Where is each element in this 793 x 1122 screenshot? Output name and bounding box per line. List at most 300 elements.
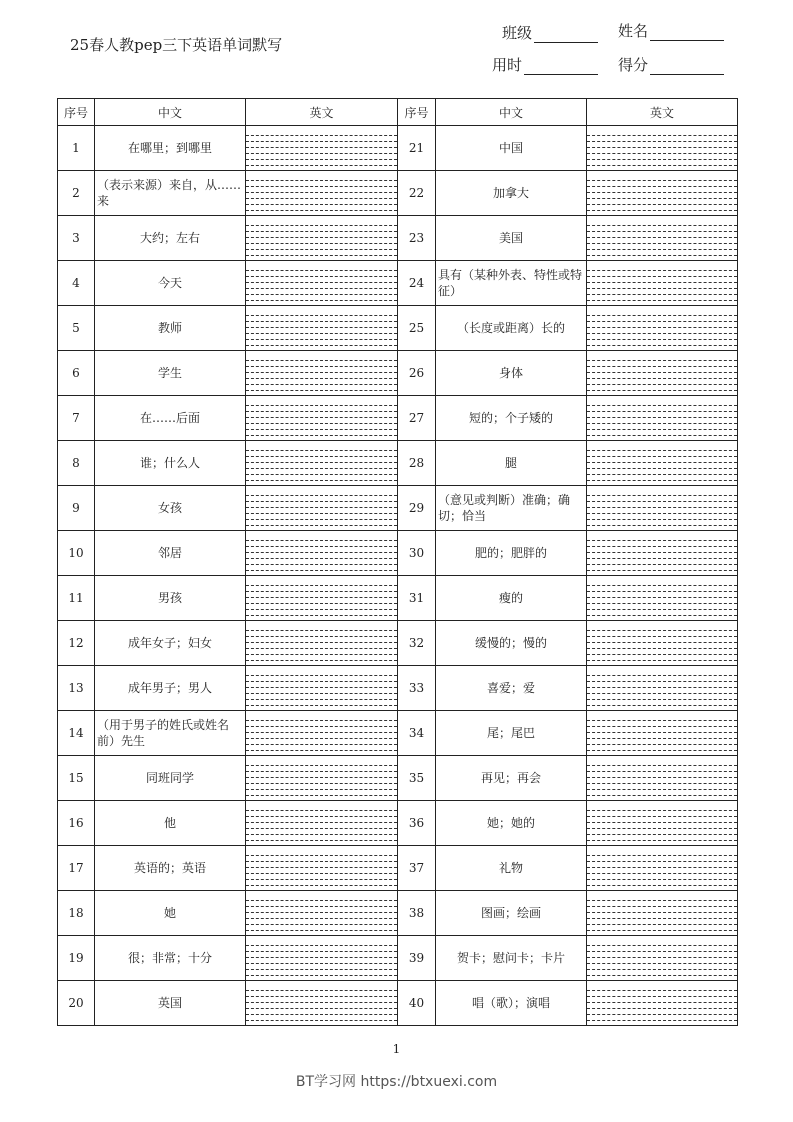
writing-guide-line — [246, 243, 397, 244]
table-row — [58, 486, 738, 531]
writing-guide-line — [587, 558, 737, 559]
writing-guide-line — [587, 210, 737, 211]
table-row — [58, 981, 738, 1026]
writing-guide-line — [587, 951, 737, 952]
writing-guide-line — [246, 372, 397, 373]
english-answer-left[interactable] — [246, 351, 398, 396]
row-number-right: 25 — [398, 306, 436, 351]
writing-guide-line — [246, 204, 397, 205]
writing-guide-line — [587, 861, 737, 862]
english-answer-left[interactable] — [246, 171, 398, 216]
writing-guide-line — [246, 321, 397, 322]
writing-guide-line — [587, 204, 737, 205]
writing-guide-line — [246, 591, 397, 592]
writing-guide-line — [246, 816, 397, 817]
writing-guide-line — [246, 675, 397, 676]
writing-guide-line — [587, 411, 737, 412]
table-row — [58, 846, 738, 891]
writing-guide-line — [587, 957, 737, 958]
writing-guide-line — [246, 495, 397, 496]
writing-guide-line — [587, 636, 737, 637]
writing-guide-line — [587, 423, 737, 424]
english-answer-left[interactable] — [246, 396, 398, 441]
writing-guide-line — [246, 609, 397, 610]
writing-guide-line — [587, 687, 737, 688]
writing-guide-line — [587, 237, 737, 238]
writing-guide-line — [587, 1008, 737, 1009]
writing-guide-line — [587, 765, 737, 766]
writing-guide-line — [587, 339, 737, 340]
writing-guide-line — [246, 951, 397, 952]
writing-guide-line — [246, 918, 397, 919]
writing-guide-line — [246, 405, 397, 406]
table-row — [58, 171, 738, 216]
row-number-right: 40 — [398, 981, 436, 1026]
english-answer-left[interactable] — [246, 531, 398, 576]
writing-guide-line — [246, 570, 397, 571]
writing-guide-line — [246, 333, 397, 334]
writing-guide-line — [587, 564, 737, 565]
writing-guide-line — [587, 147, 737, 148]
footer-watermark: BT学习网 https://btxuexi.com — [295, 1074, 498, 1090]
writing-guide-line — [587, 744, 737, 745]
writing-guide-line — [587, 435, 737, 436]
writing-guide-line — [246, 783, 397, 784]
time-blank[interactable] — [524, 73, 598, 75]
row-number-left: 14 — [58, 711, 95, 756]
table-row — [58, 666, 738, 711]
row-number-left: 15 — [58, 756, 95, 801]
chinese-meaning-left: 在……后面 — [95, 396, 246, 441]
writing-guide-line — [246, 867, 397, 868]
row-number-left: 20 — [58, 981, 95, 1026]
table-row — [58, 891, 738, 936]
row-number-left: 9 — [58, 486, 95, 531]
writing-guide-line — [587, 300, 737, 301]
writing-guide-line — [587, 360, 737, 361]
writing-guide-line — [246, 726, 397, 727]
writing-guide-line — [587, 945, 737, 946]
table-row — [58, 441, 738, 486]
chinese-meaning-left: 英国 — [95, 981, 246, 1026]
writing-guide-line — [587, 501, 737, 502]
writing-guide-line — [246, 603, 397, 604]
writing-guide-line — [587, 873, 737, 874]
writing-guide-line — [587, 288, 737, 289]
writing-guide-line — [587, 468, 737, 469]
writing-guide-line — [246, 153, 397, 154]
english-answer-right[interactable] — [587, 936, 738, 981]
writing-guide-line — [587, 840, 737, 841]
writing-guide-line — [246, 300, 397, 301]
row-number-left: 6 — [58, 351, 95, 396]
row-number-left: 17 — [58, 846, 95, 891]
english-answer-left[interactable] — [246, 216, 398, 261]
writing-guide-line — [246, 828, 397, 829]
table-row — [58, 621, 738, 666]
writing-guide-line — [246, 384, 397, 385]
writing-guide-line — [587, 615, 737, 616]
chinese-meaning-left: 男孩 — [95, 576, 246, 621]
row-number-right: 27 — [398, 396, 436, 441]
row-number-right: 30 — [398, 531, 436, 576]
writing-guide-line — [246, 975, 397, 976]
writing-guide-line — [246, 558, 397, 559]
writing-guide-line — [246, 564, 397, 565]
writing-guide-line — [587, 795, 737, 796]
writing-guide-line — [587, 693, 737, 694]
header-num-right: 序号 — [398, 99, 436, 126]
chinese-meaning-right: （长度或距离）长的 — [436, 306, 587, 351]
english-answer-left[interactable] — [246, 576, 398, 621]
worksheet-title: 25春人教pep三下英语单词默写 — [70, 36, 283, 54]
writing-guide-line — [246, 990, 397, 991]
writing-guide-line — [587, 552, 737, 553]
writing-guide-line — [246, 957, 397, 958]
row-number-left: 18 — [58, 891, 95, 936]
english-answer-left[interactable] — [246, 936, 398, 981]
writing-guide-line — [246, 186, 397, 187]
writing-guide-line — [587, 885, 737, 886]
header-cn-right: 中文 — [436, 99, 587, 126]
writing-guide-line — [587, 1002, 737, 1003]
writing-guide-line — [587, 642, 737, 643]
row-number-left: 4 — [58, 261, 95, 306]
writing-guide-line — [246, 345, 397, 346]
writing-guide-line — [587, 720, 737, 721]
writing-guide-line — [246, 777, 397, 778]
writing-guide-line — [246, 720, 397, 721]
table-row — [58, 531, 738, 576]
row-number-right: 35 — [398, 756, 436, 801]
english-answer-right[interactable] — [587, 711, 738, 756]
writing-guide-line — [587, 750, 737, 751]
writing-guide-line — [246, 597, 397, 598]
chinese-meaning-right: 再见；再会 — [436, 756, 587, 801]
writing-guide-line — [246, 924, 397, 925]
writing-guide-line — [246, 507, 397, 508]
writing-guide-line — [246, 360, 397, 361]
chinese-meaning-right: 身体 — [436, 351, 587, 396]
row-number-left: 12 — [58, 621, 95, 666]
english-answer-right[interactable] — [587, 306, 738, 351]
writing-guide-line — [587, 249, 737, 250]
writing-guide-line — [587, 609, 737, 610]
chinese-meaning-right: 缓慢的；慢的 — [436, 621, 587, 666]
writing-guide-line — [246, 249, 397, 250]
writing-guide-line — [587, 585, 737, 586]
writing-guide-line — [246, 339, 397, 340]
writing-guide-line — [587, 390, 737, 391]
english-answer-left[interactable] — [246, 486, 398, 531]
class-field — [502, 22, 598, 43]
chinese-meaning-left: 很；非常；十分 — [95, 936, 246, 981]
row-number-right: 24 — [398, 261, 436, 306]
english-answer-left[interactable] — [246, 126, 398, 171]
chinese-meaning-right: 加拿大 — [436, 171, 587, 216]
writing-guide-line — [246, 390, 397, 391]
chinese-meaning-left: （表示来源）来自，从……来 — [95, 171, 246, 216]
writing-guide-line — [587, 282, 737, 283]
name-label: 姓名 — [618, 22, 649, 40]
english-answer-left[interactable] — [246, 621, 398, 666]
writing-guide-line — [246, 462, 397, 463]
writing-guide-line — [246, 996, 397, 997]
writing-guide-line — [587, 159, 737, 160]
writing-guide-line — [246, 681, 397, 682]
writing-guide-line — [587, 327, 737, 328]
row-number-left: 5 — [58, 306, 95, 351]
english-answer-right[interactable] — [587, 261, 738, 306]
writing-guide-line — [587, 540, 737, 541]
time-label: 用时 — [492, 56, 523, 74]
row-number-right: 34 — [398, 711, 436, 756]
chinese-meaning-left: （用于男子的姓氏或姓名前）先生 — [95, 711, 246, 756]
writing-guide-line — [246, 435, 397, 436]
chinese-meaning-right: 尾；尾巴 — [436, 711, 587, 756]
writing-guide-line — [246, 276, 397, 277]
english-answer-left[interactable] — [246, 711, 398, 756]
table-row — [58, 936, 738, 981]
chinese-meaning-right: 喜爱；爱 — [436, 666, 587, 711]
writing-guide-line — [587, 255, 737, 256]
writing-guide-line — [246, 255, 397, 256]
time-field — [492, 54, 598, 75]
writing-guide-line — [587, 384, 737, 385]
writing-guide-line — [246, 378, 397, 379]
writing-guide-line — [587, 918, 737, 919]
writing-guide-line — [246, 456, 397, 457]
writing-guide-line — [587, 867, 737, 868]
writing-guide-line — [587, 276, 737, 277]
chinese-meaning-left: 邻居 — [95, 531, 246, 576]
english-answer-right[interactable] — [587, 846, 738, 891]
writing-guide-line — [246, 615, 397, 616]
chinese-meaning-right: 肥的；肥胖的 — [436, 531, 587, 576]
table-row — [58, 216, 738, 261]
writing-guide-line — [587, 738, 737, 739]
writing-guide-line — [587, 924, 737, 925]
row-number-left: 8 — [58, 441, 95, 486]
writing-guide-line — [246, 192, 397, 193]
writing-guide-line — [246, 147, 397, 148]
writing-guide-line — [246, 636, 397, 637]
writing-guide-line — [587, 822, 737, 823]
writing-guide-line — [246, 630, 397, 631]
writing-guide-line — [587, 660, 737, 661]
writing-guide-line — [246, 705, 397, 706]
writing-guide-line — [246, 501, 397, 502]
english-answer-right[interactable] — [587, 756, 738, 801]
english-answer-right[interactable] — [587, 981, 738, 1026]
writing-guide-line — [246, 270, 397, 271]
writing-guide-line — [246, 135, 397, 136]
writing-guide-line — [246, 198, 397, 199]
writing-guide-line — [587, 834, 737, 835]
row-number-left: 11 — [58, 576, 95, 621]
writing-guide-line — [246, 861, 397, 862]
writing-guide-line — [246, 945, 397, 946]
writing-guide-line — [246, 366, 397, 367]
writing-guide-line — [587, 990, 737, 991]
row-number-right: 31 — [398, 576, 436, 621]
writing-guide-line — [587, 243, 737, 244]
table-row — [58, 306, 738, 351]
vocabulary-table — [57, 98, 738, 1026]
writing-guide-line — [587, 519, 737, 520]
english-answer-right[interactable] — [587, 351, 738, 396]
writing-guide-line — [246, 912, 397, 913]
chinese-meaning-left: 今天 — [95, 261, 246, 306]
writing-guide-line — [246, 822, 397, 823]
chinese-meaning-right: 唱（歌）；演唱 — [436, 981, 587, 1026]
writing-guide-line — [587, 879, 737, 880]
writing-guide-line — [587, 507, 737, 508]
row-number-right: 36 — [398, 801, 436, 846]
writing-guide-line — [246, 1020, 397, 1021]
table-row — [58, 396, 738, 441]
english-answer-right[interactable] — [587, 891, 738, 936]
writing-guide-line — [246, 648, 397, 649]
writing-guide-line — [246, 795, 397, 796]
writing-guide-line — [587, 372, 737, 373]
english-answer-right[interactable] — [587, 216, 738, 261]
writing-guide-line — [587, 912, 737, 913]
table-row — [58, 756, 738, 801]
writing-guide-line — [246, 525, 397, 526]
writing-guide-line — [587, 546, 737, 547]
writing-guide-line — [246, 732, 397, 733]
chinese-meaning-left: 成年女子；妇女 — [95, 621, 246, 666]
english-answer-right[interactable] — [587, 396, 738, 441]
writing-guide-line — [246, 1002, 397, 1003]
chinese-meaning-left: 她 — [95, 891, 246, 936]
chinese-meaning-left: 教师 — [95, 306, 246, 351]
writing-guide-line — [587, 198, 737, 199]
writing-guide-line — [246, 180, 397, 181]
english-answer-left[interactable] — [246, 756, 398, 801]
name-blank[interactable] — [650, 39, 724, 41]
writing-guide-line — [587, 270, 737, 271]
writing-guide-line — [246, 429, 397, 430]
row-number-right: 37 — [398, 846, 436, 891]
header-cn-left: 中文 — [95, 99, 246, 126]
writing-guide-line — [587, 345, 737, 346]
writing-guide-line — [246, 450, 397, 451]
english-answer-right[interactable] — [587, 486, 738, 531]
writing-guide-line — [587, 462, 737, 463]
english-answer-left[interactable] — [246, 306, 398, 351]
writing-guide-line — [587, 975, 737, 976]
writing-guide-line — [246, 738, 397, 739]
page-number: 1 — [392, 1042, 401, 1056]
chinese-meaning-left: 大约；左右 — [95, 216, 246, 261]
row-number-left: 13 — [58, 666, 95, 711]
class-blank[interactable] — [534, 41, 598, 43]
writing-guide-line — [246, 750, 397, 751]
writing-guide-line — [587, 732, 737, 733]
writing-guide-line — [246, 930, 397, 931]
writing-guide-line — [587, 783, 737, 784]
chinese-meaning-left: 英语的；英语 — [95, 846, 246, 891]
writing-guide-line — [246, 288, 397, 289]
writing-guide-line — [587, 996, 737, 997]
english-answer-right[interactable] — [587, 126, 738, 171]
table-row — [58, 126, 738, 171]
writing-guide-line — [587, 630, 737, 631]
writing-guide-line — [246, 480, 397, 481]
english-answer-left[interactable] — [246, 801, 398, 846]
chinese-meaning-left: 谁；什么人 — [95, 441, 246, 486]
writing-guide-line — [587, 186, 737, 187]
class-label: 班级 — [502, 24, 533, 42]
english-answer-left[interactable] — [246, 261, 398, 306]
writing-guide-line — [246, 315, 397, 316]
writing-guide-line — [587, 405, 737, 406]
writing-guide-line — [246, 810, 397, 811]
row-number-right: 39 — [398, 936, 436, 981]
row-number-right: 32 — [398, 621, 436, 666]
score-blank[interactable] — [650, 73, 724, 75]
english-answer-right[interactable] — [587, 441, 738, 486]
writing-guide-line — [587, 771, 737, 772]
writing-guide-line — [246, 873, 397, 874]
english-answer-right[interactable] — [587, 666, 738, 711]
header-num-left: 序号 — [58, 99, 95, 126]
writing-guide-line — [587, 321, 737, 322]
writing-guide-line — [587, 1020, 737, 1021]
writing-guide-line — [587, 900, 737, 901]
english-answer-left[interactable] — [246, 981, 398, 1026]
english-answer-right[interactable] — [587, 576, 738, 621]
writing-guide-line — [246, 474, 397, 475]
english-answer-right[interactable] — [587, 801, 738, 846]
row-number-left: 16 — [58, 801, 95, 846]
writing-guide-line — [587, 495, 737, 496]
writing-guide-line — [587, 180, 737, 181]
chinese-meaning-right: 腿 — [436, 441, 587, 486]
english-answer-left[interactable] — [246, 891, 398, 936]
writing-guide-line — [246, 513, 397, 514]
writing-guide-line — [587, 810, 737, 811]
table-header-row — [58, 99, 738, 126]
english-answer-left[interactable] — [246, 441, 398, 486]
score-field — [618, 54, 724, 75]
header-en-left: 英文 — [246, 99, 398, 126]
english-answer-right[interactable] — [587, 531, 738, 576]
writing-guide-line — [587, 777, 737, 778]
writing-guide-line — [587, 603, 737, 604]
english-answer-left[interactable] — [246, 666, 398, 711]
writing-guide-line — [246, 294, 397, 295]
chinese-meaning-left: 在哪里；到哪里 — [95, 126, 246, 171]
writing-guide-line — [587, 429, 737, 430]
writing-guide-line — [587, 963, 737, 964]
chinese-meaning-left: 成年男子；男人 — [95, 666, 246, 711]
writing-guide-line — [587, 456, 737, 457]
english-answer-right[interactable] — [587, 621, 738, 666]
writing-guide-line — [246, 1014, 397, 1015]
english-answer-right[interactable] — [587, 171, 738, 216]
writing-guide-line — [587, 648, 737, 649]
writing-guide-line — [587, 192, 737, 193]
english-answer-left[interactable] — [246, 846, 398, 891]
writing-guide-line — [587, 597, 737, 598]
writing-guide-line — [246, 165, 397, 166]
writing-guide-line — [246, 900, 397, 901]
writing-guide-line — [246, 906, 397, 907]
writing-guide-line — [246, 879, 397, 880]
